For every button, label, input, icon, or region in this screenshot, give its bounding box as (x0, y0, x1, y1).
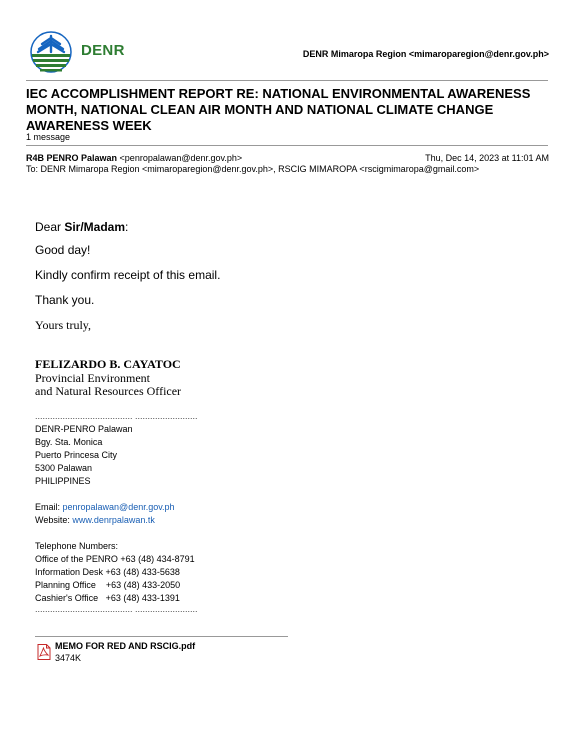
dotted-separator: ....................................... ......................... (35, 411, 198, 421)
logo-text: DENR (81, 42, 125, 59)
body-line: Thank you. (35, 293, 95, 307)
sender (26, 153, 242, 163)
closing: Yours truly, (35, 318, 92, 332)
greeting-name: Sir/Madam (64, 220, 126, 234)
phone-line: Planning Office +63 (48) 433-2050 (35, 580, 181, 590)
phone-line: Office of the PENRO +63 (48) 434-8791 (35, 554, 195, 564)
signature-name: FELIZARDO B. CAYATOC (35, 357, 181, 371)
phone-heading: Telephone Numbers: (35, 541, 119, 551)
recipients: To: DENR Mimaropa Region <mimaroparegion@denr.gov.ph>, RSCIG MIMAROPA <rscigmimaropa@gmail.com> (26, 164, 480, 174)
address-line: Bgy. Sta. Monica (35, 437, 103, 447)
phone-line: Cashier's Office +63 (48) 433-1391 (35, 593, 180, 603)
message-date: Thu, Dec 14, 2023 at 11:01 AM (425, 153, 549, 163)
email-row: Email: penropalawan@denr.gov.ph (35, 502, 175, 512)
dotted-separator: ....................................... ......................... (35, 604, 198, 614)
body-line: Good day! (35, 243, 91, 257)
address-line: 5300 Palawan (35, 463, 93, 473)
address-line: DENR-PENRO Palawan (35, 424, 133, 434)
website-link[interactable]: www.denrpalawan.tk (72, 515, 155, 525)
attachment-size: 3474K (55, 653, 82, 663)
sender-email: <penropalawan@denr.gov.ph> (119, 153, 243, 163)
signature-title: and Natural Resources Officer (35, 384, 182, 398)
attachment-name[interactable]: MEMO FOR RED AND RSCIG.pdf (55, 641, 196, 651)
divider (26, 145, 548, 146)
email-subject: IEC ACCOMPLISHMENT REPORT RE: NATIONAL ENVIRONMENTAL AWARENESS MONTH, NATIONAL CLEAN AIR MONTH AND NATIONAL CLIMATE CHANGE AWARENESS WEEK (26, 86, 531, 133)
message-count: 1 message (26, 132, 71, 142)
account-header: DENR Mimaropa Region <mimaroparegion@denr.gov.ph> (302, 49, 549, 59)
denr-logo-icon (26, 30, 76, 74)
body-line: Kindly confirm receipt of this email. (35, 268, 221, 282)
attachment-divider (35, 636, 288, 637)
website-row: Website: www.denrpalawan.tk (35, 515, 155, 525)
signature-title: Provincial Environment (35, 371, 150, 385)
divider (26, 80, 548, 81)
greeting: Dear Sir/Madam: (35, 220, 129, 234)
phone-line: Information Desk +63 (48) 433-5638 (35, 567, 180, 577)
address-line: PHILIPPINES (35, 476, 91, 486)
pdf-icon[interactable] (37, 644, 51, 660)
sender-name: R4B PENRO Palawan (26, 153, 118, 163)
address-line: Puerto Princesa City (35, 450, 118, 460)
email-link[interactable]: penropalawan@denr.gov.ph (62, 502, 175, 512)
